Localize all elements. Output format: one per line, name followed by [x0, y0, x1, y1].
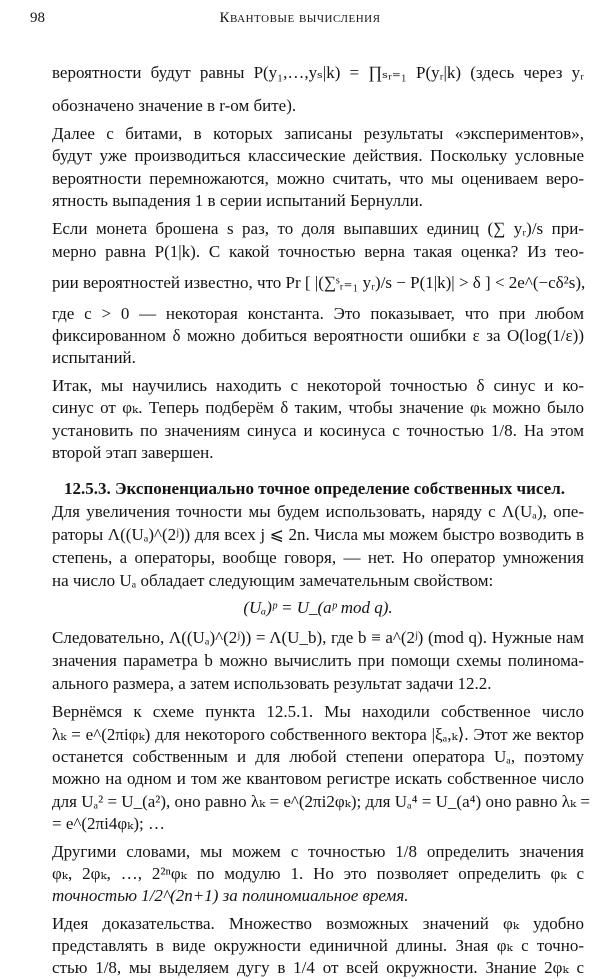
text-line: вероятности будут равны P(y₁,…,yₛ|k) = ∏ₛᵣ₌₁ P(yᵣ|k) (здесь через yᵣ: [52, 63, 584, 82]
text-line: ального размера, а затем использовать результат задачи 12.2.: [52, 674, 492, 693]
text-line: на число Uₐ обладает следующим замечательным свойством:: [52, 571, 494, 590]
text-line: Идея доказательства. Множество возможных значений φₖ удобно: [52, 914, 584, 933]
text-line: синус от φₖ. Теперь подберём δ таким, чтобы значение φₖ можно было: [52, 398, 584, 417]
page-number: 98: [30, 10, 45, 26]
text-line: вероятности перемножаются, можно считать, что мы оцениваем веро-: [52, 169, 584, 188]
section-heading: 12.5.3. Экспоненциально точное определение собственных чисел.: [64, 479, 565, 498]
page-header: [30, 10, 570, 32]
text-line: значения параметра b можно вычислить при помощи схемы полинома-: [52, 651, 584, 670]
text-line: Другими словами, мы можем с точностью 1/8 определить значения: [52, 842, 584, 861]
text-line: λₖ = e^(2πiφₖ) для некоторого собственного вектора |ξₐ,ₖ⟩. Этот же вектор: [52, 725, 584, 744]
text-line: Для увеличения точности мы будем использовать, наряду с Λ(Uₐ), опе-: [52, 502, 584, 521]
text-line: установить по значениям синуса и косинуса с точностью 1/8. На этом: [52, 421, 584, 440]
text-line: ятность выпадения 1 в серии испытаний Бернулли.: [52, 191, 423, 210]
text-line: второй этап завершен.: [52, 443, 214, 462]
text-line: рии вероятностей известно, что Pr [ |(∑ˢᵣ₌₁ yᵣ)/s − P(1|k)| > δ ] < 2e^(−cδ²s),: [52, 273, 586, 292]
text-line: точностью 1/2^(2n+1) за полиномиальное время.: [52, 886, 409, 905]
text-line: фиксированном δ можно добиться вероятности ошибки ε за O(log(1/ε)): [52, 326, 584, 345]
running-title: Квантовые вычисления: [219, 10, 381, 26]
display-formula: (Uₐ)ᵖ = U_(aᵖ mod q).: [243, 598, 393, 617]
text-line: для Uₐ² = U_(a²), оно равно λₖ = e^(2πi2φₖ); для Uₐ⁴ = U_(a⁴) оно равно λₖ =: [52, 792, 590, 811]
text-line: Следовательно, Λ((Uₐ)^(2ʲ)) = Λ(U_b), где b ≡ a^(2ʲ) (mod q). Нужные нам: [52, 628, 584, 647]
text-line: можно на одном и том же квантовом регистре искать собственное число: [52, 769, 584, 788]
text-line: Далее с битами, в которых записаны результаты «экспериментов»,: [52, 124, 584, 143]
text-line: останется собственным и для любой степени оператора Uₐ, поэтому: [52, 747, 584, 766]
text-line: испытаний.: [52, 348, 136, 367]
text-line: Вернёмся к схеме пункта 12.5.1. Мы находили собственное число: [52, 702, 584, 721]
text-line: будут уже производиться классические действия. Поскольку условные: [52, 146, 584, 165]
text-line: Итак, мы научились находить с некоторой точностью δ синус и ко-: [52, 376, 584, 395]
text-line: раторы Λ((Uₐ)^(2ʲ)) для всех j ⩽ 2n. Числа мы можем быстро возводить в: [52, 525, 584, 544]
text-line: представлять в виде окружности единичной длины. Зная φₖ с точно-: [52, 936, 584, 955]
text-line: степень, а операторы, вообще говоря, — нет. Но оператор умножения: [52, 548, 584, 567]
text-line: где c > 0 — некоторая константа. Это показывает, что при любом: [52, 304, 584, 323]
text-line: φₖ, 2φₖ, …, 2²ⁿφₖ по модулю 1. Но это позволяет определить φₖ с: [52, 864, 584, 883]
text-line: Если монета брошена s раз, то доля выпавших единиц (∑ yᵣ)/s при-: [52, 219, 584, 238]
text-line: обозначено значение в r-ом бите).: [52, 96, 297, 115]
text-line: стью 1/8, мы выделяем дугу в 1/4 от всей окружности. Знание 2φₖ с: [52, 958, 584, 977]
text-line: = e^(2πi4φₖ); …: [52, 814, 165, 833]
text-line: мерно равна P(1|k). С какой точностью верна такая оценка? Из тео-: [52, 242, 584, 261]
